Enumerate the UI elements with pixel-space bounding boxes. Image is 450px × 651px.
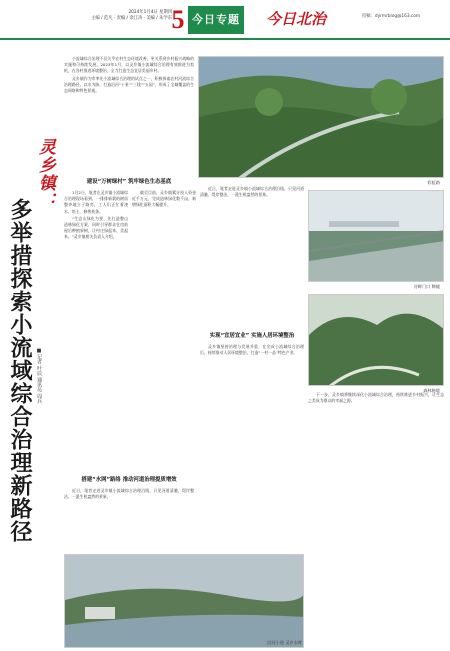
section1-column-left [64, 190, 128, 470]
headline-title: 多举措探索小流域综合治理新路径 [7, 198, 32, 543]
photo-forest [308, 294, 444, 386]
byline: ■记者 叶辰 通讯员 周兵 [36, 348, 42, 404]
intro-paragraph: 灵乡镇作为市率先小流域综合治理的试点之一，积极探索农村河流综合治理路径，以水为脉，打造沿河“十景”“三线”“五园”，形成了全域覆盖的生态网络和特色景观。 [64, 75, 194, 94]
photo-caption: 河畔门口 牌楼 [413, 284, 440, 289]
intro-column [64, 56, 194, 174]
masthead-meta [62, 10, 172, 22]
page-number: 5 [171, 5, 185, 34]
section-heading: 建设“万树绿村” 筑牢绿色生态基底 [86, 179, 172, 185]
photo-reservoir [64, 554, 304, 648]
section2-column [64, 488, 194, 544]
article-paragraph: 灵乡镇坚持治理与发展并重，在完成小流域综合治理后，持续推动人居环境整治，打造“一村一品”特色产业。 [200, 344, 304, 356]
issue-date: 2024年1月4日 星期四 [128, 10, 172, 15]
photo-image [309, 295, 444, 386]
section1-column-right [132, 190, 196, 470]
headline-block [6, 90, 58, 560]
article-paragraph: 近日，笔者走进灵乡镇小流域综合治理沿线，只见河道清澈、堤岸整洁，一派生机盎然的景象。 [64, 488, 194, 500]
section3-column [200, 344, 304, 544]
photo-image [309, 191, 444, 282]
article-paragraph: 下一步，灵乡镇将继续深化小流域综合治理，持续推进乡村振兴，让生态之美成为群众的幸福之源。 [308, 392, 444, 404]
photo-rainbow-road [198, 56, 444, 178]
right-column [308, 392, 444, 542]
photo-caption: 沿河小道 灵乡水库 [267, 640, 302, 645]
section-badge: 今日专题 [188, 6, 244, 34]
photo-caption: 森林秘境 [423, 388, 440, 393]
masthead-rule [0, 38, 450, 40]
intro-paragraph: 小流域综合治理不仅关乎农村生态环境改善，更关系到乡村振兴战略的实施和可持续发展。2023年1月，以灵乡镇小流域综合治理有效推进为契机，在各村推进环境整治，全力打造生态宜居美丽乡村。 [64, 56, 194, 74]
masthead [0, 0, 450, 40]
newspaper-logo: 今日北治 [266, 10, 327, 28]
headline-kicker: 灵乡镇： [35, 138, 55, 210]
section-heading: 搭建“水网”路络 推动河道治理提质增效 [81, 477, 177, 483]
photo-river-gate [308, 190, 444, 282]
contact-email: 投稿：dyrmrblog@163.com [362, 14, 421, 19]
photo-caption: 彩虹路 [427, 180, 440, 185]
section-heading: 实现“宜居宜业” 实施人居环境整治 [209, 333, 295, 339]
article-paragraph: 截至目前，灵乡镇累计投入资金近千万元，完成造林绿化数千亩，新增绿化面积大幅提升。 [132, 190, 196, 208]
middle-column [200, 186, 304, 326]
photo-image [65, 555, 304, 648]
article-paragraph: 近日，笔者走进灵乡镇小流域综合治理沿线，只见河道清澈、堤岸整洁，一派生机盎然的景象。 [200, 186, 304, 198]
photo-image [199, 57, 444, 178]
editor-line: 主编 / 范凡 · 责编 / 余江涛 · 美编 / 朱学东 [91, 16, 172, 21]
article-paragraph: 1月2日，笔者在灵乡镇小流域综合治理现场看到，一排排新栽的树苗整齐地立于路旁，工人们正忙着浇水、培土、修剪枝条。 [64, 190, 128, 214]
article-paragraph: “生态山绿化为要，先打造整山造林绿化方案，同时引导群众在房前屋后种植果树，让村庄绿起来、美起来。”灵乡镇相关负责人介绍。 [64, 215, 128, 240]
